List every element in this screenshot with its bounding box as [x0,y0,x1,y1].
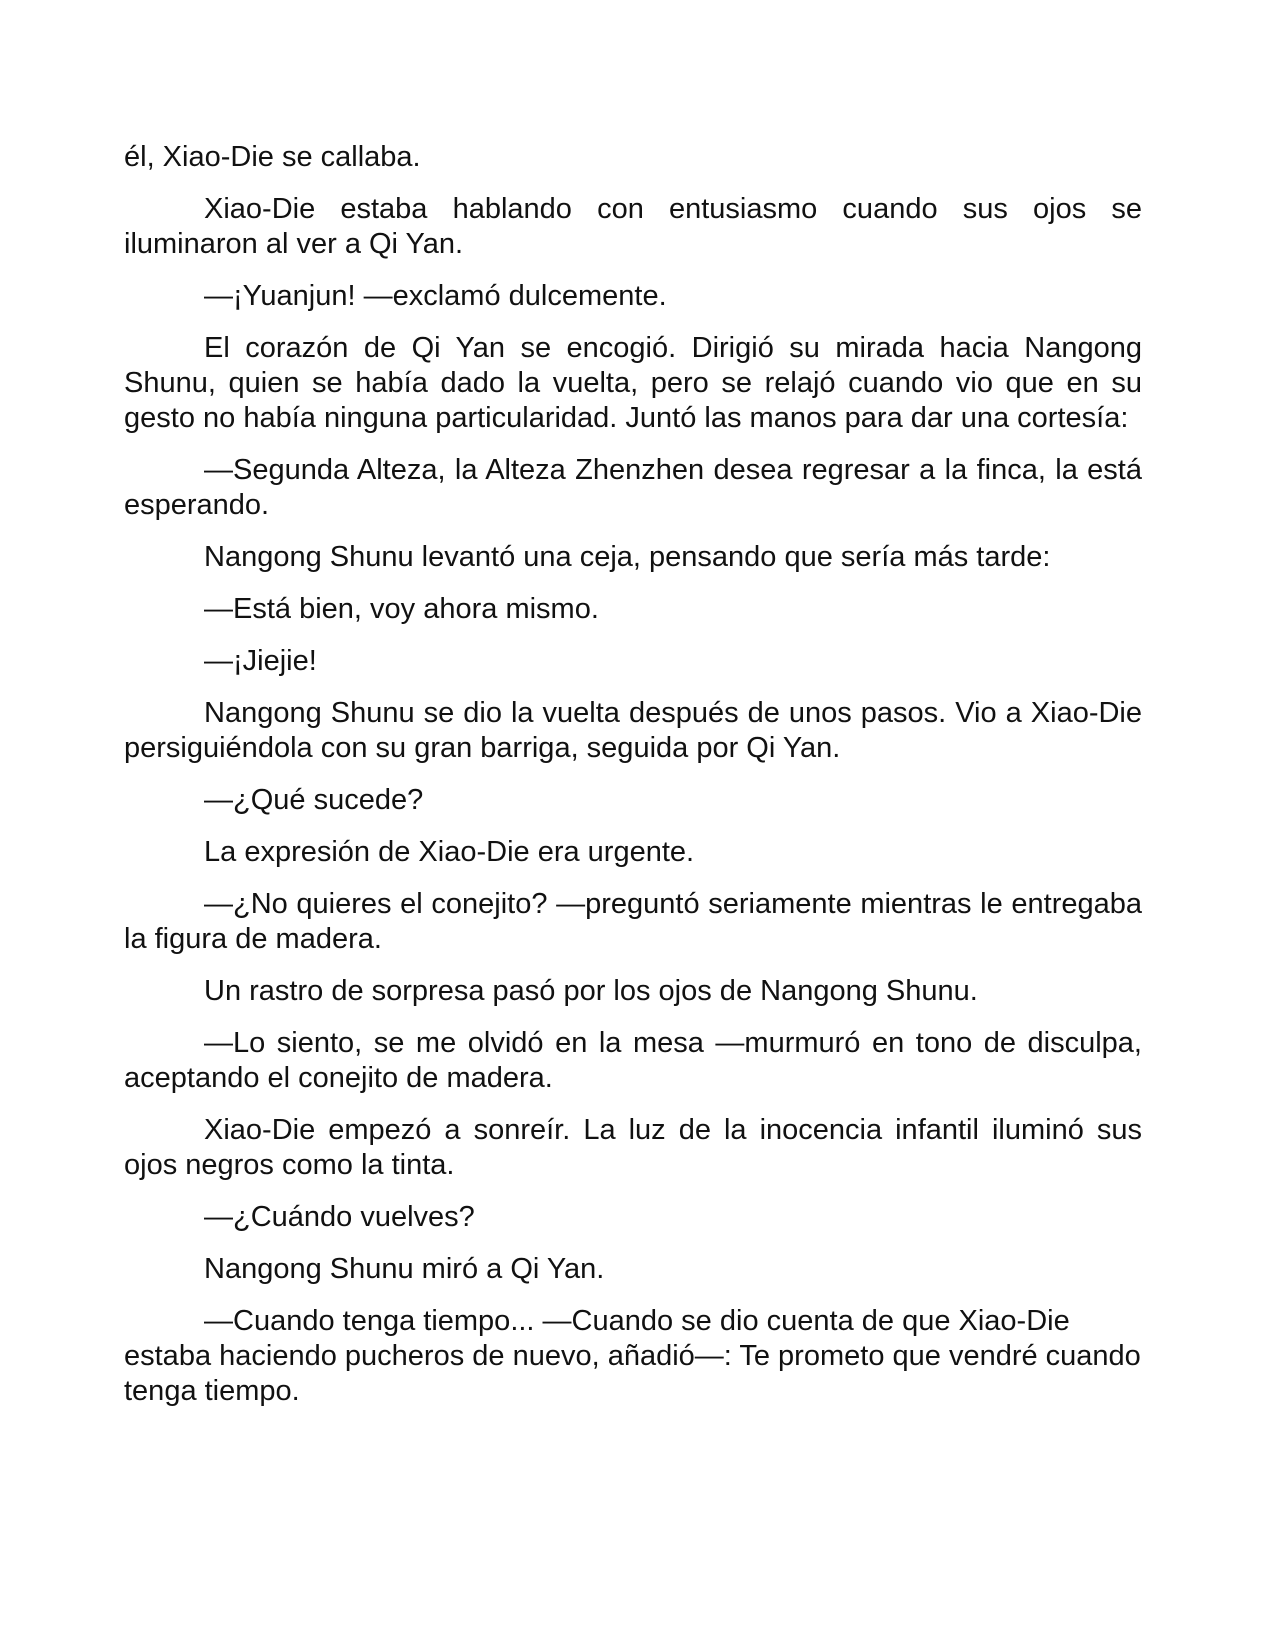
paragraph-16: —¿Cuándo vuelves? [204,1201,475,1233]
paragraph-13: Un rastro de sorpresa pasó por los ojos de Nangong Shunu. [204,975,978,1007]
paragraph-7: —Está bien, voy ahora mismo. [204,593,599,625]
paragraph-9: Nangong Shunu se dio la vuelta después de unos pasos. Vio a Xiao-Die persiguiéndola con su gran barriga, seguida por Qi Yan. [124,697,1142,764]
paragraph-17: Nangong Shunu miró a Qi Yan. [204,1253,605,1285]
paragraph-5: —Segunda Alteza, la Alteza Zhenzhen desea regresar a la finca, la está esperando. [124,454,1142,521]
paragraph-1: él, Xiao-Die se callaba. [124,141,421,173]
paragraph-4: El corazón de Qi Yan se encogió. Dirigió su mirada hacia Nangong Shunu, quien se había dado la vuelta, pero se relajó cuando vio que en su gesto no había ninguna particularidad. Juntó las manos para dar una cortesía: [124,332,1142,434]
paragraph-6: Nangong Shunu levantó una ceja, pensando que sería más tarde: [204,541,1051,573]
paragraph-12: —¿No quieres el conejito? —preguntó seriamente mientras le entregaba la figura de madera. [124,888,1142,955]
paragraph-8: —¡Jiejie! [204,645,317,677]
paragraph-18: —Cuando tenga tiempo... —Cuando se dio cuenta de que Xiao-Die estaba haciendo pucheros de nuevo, añadió—: Te prometo que vendré cuando tenga tiempo. [124,1305,1141,1407]
paragraph-14: —Lo siento, se me olvidó en la mesa —murmuró en tono de disculpa, aceptando el conejito de madera. [124,1027,1142,1094]
paragraph-3: —¡Yuanjun! —exclamó dulcemente. [204,280,667,312]
paragraph-15: Xiao-Die empezó a sonreír. La luz de la inocencia infantil iluminó sus ojos negros como la tinta. [124,1114,1142,1181]
paragraph-11: La expresión de Xiao-Die era urgente. [204,836,695,868]
paragraph-10: —¿Qué sucede? [204,784,424,816]
document-page [124,140,1142,1426]
paragraph-2: Xiao-Die estaba hablando con entusiasmo cuando sus ojos se iluminaron al ver a Qi Yan. [124,193,1142,260]
